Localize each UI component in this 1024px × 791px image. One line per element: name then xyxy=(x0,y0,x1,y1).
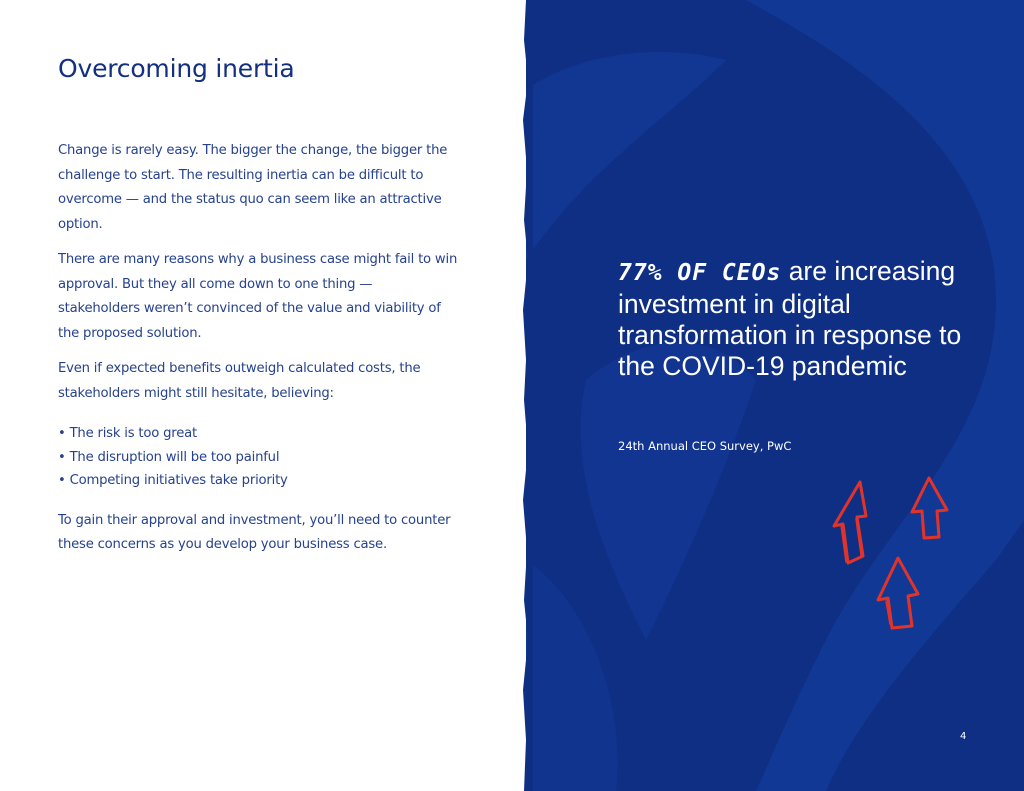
page-number: 4 xyxy=(960,731,967,742)
body-text xyxy=(58,139,458,569)
closing-paragraph: To gain their approval and investment, you’ll need to counter these concerns as you develop your business case. xyxy=(58,512,451,552)
list-item: • Competing initiatives take priority xyxy=(58,469,458,493)
arrow-up-icon xyxy=(878,558,918,628)
arrow-up-icon xyxy=(912,478,947,538)
statistic-callout xyxy=(618,256,978,382)
paragraph: There are many reasons why a business case might fail to win approval. But they all come down to one thing — stakeholders weren’t convinced of the value and viability of the proposed solution. xyxy=(58,252,458,341)
paragraph: Even if expected benefits outweigh calculated costs, the stakeholders might still hesitate, believing: xyxy=(58,361,421,401)
list-item: • The risk is too great xyxy=(58,422,458,446)
torn-edge-divider xyxy=(519,0,533,791)
arrow-up-icon xyxy=(834,482,866,563)
page-title: Overcoming inertia xyxy=(58,54,295,83)
brush-swirl-graphic xyxy=(526,0,1024,791)
source-citation: 24th Annual CEO Survey, PwC xyxy=(618,439,792,453)
right-page xyxy=(526,0,1024,791)
statistic-highlight: 77% OF CEOs xyxy=(618,260,782,286)
list-item: • The disruption will be too painful xyxy=(58,446,458,470)
statistic-text: are increasing investment in digital transformation in response to the COVID-19 pandemic xyxy=(618,256,962,381)
paragraph: Change is rarely easy. The bigger the change, the bigger the challenge to start. The resulting inertia can be difficult to overcome — and the status quo can seem like an attractive option. xyxy=(58,143,448,232)
arrows-graphic xyxy=(826,466,966,646)
concerns-list xyxy=(58,422,458,493)
